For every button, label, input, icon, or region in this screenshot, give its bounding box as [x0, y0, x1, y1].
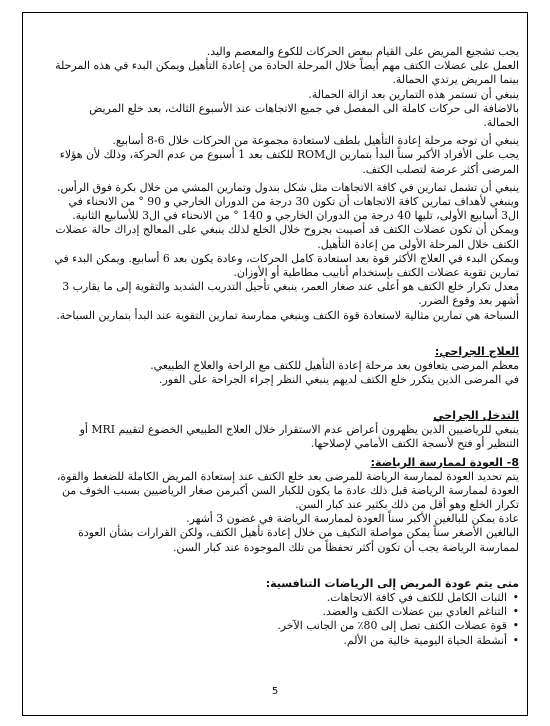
- list-item-text: الثبات الكامل للكتف في كافة الاتجاهات.: [326, 590, 507, 604]
- intervention-heading: التدخل الجراحي: [433, 409, 519, 423]
- criteria-list: [51, 591, 519, 648]
- list-item-text: قوة عضلات الكتف تصل إلى 80٪ من الجانب الآخر.: [277, 619, 507, 633]
- rehab-paragraph-6: يجب على الأفراد الأكبر سناً البدأ بتمارين الROM للكتف بعد 1 أسبوع من عدم الحركة، وذلك لأن هؤلاء المرضى أكثر عرضة لتصلب الكتف.: [59, 148, 519, 176]
- intervention-paragraph-1: ينبغي للرياضيين الذين يظهرون أعراض عدم الاستقرار خلال العلاج الطبيعي الخضوع لتقييم MRI أو التنظير أو فتح لأنسجة الكتف الأمامي لإصلاحها.: [79, 423, 519, 451]
- document-page: [22, 12, 528, 716]
- return-paragraph-1: يتم تحديد العودة لممارسة الرياضة للمرضى بعد خلع الكتف عند إستعادة المريض الكاملة للضغط والقوة، العودة لممارسة الرياضة قبل ذلك عادة ما يكون للكبار السن أكبرمن صغار الرياضيين بسبب الخوف من تكرار الخلع وهو أقل من ذلك بكثير عند كبار السن.: [56, 469, 519, 512]
- return-paragraph-2: عادة يمكن للبالغين الأكبر سناً العودة لممارسة الرياضة في غضون 3 أشهر.: [186, 512, 519, 526]
- rehab-paragraph-12: السباحة هي تمارين مثالية لاستعادة قوة الكتف وينبغي ممارسة تمارين التقوية عند البدأ بتمارين السباحة.: [56, 308, 519, 322]
- bullet-icon: •: [512, 619, 519, 633]
- rehab-paragraph-11: معدل تكرار خلع الكتف هو أعلى عند صغار العمر، ينبغي تأجيل التدريب الشديد والتقوية إلى ما يقارب 3 أشهر بعد وقوع الضرر.: [62, 280, 519, 308]
- intervention-section: [51, 409, 519, 451]
- rehab-paragraph-9: ويمكن أن تكون عضلات الكتف قد أصيبت بجروح خلال الخلع لذلك ينبغي على المعالج إدراك حالة عضلات الكتف خلال المرحلة الأولى من إعادة التأهيل.: [55, 223, 519, 251]
- bullet-icon: •: [512, 590, 519, 604]
- return-section: [51, 456, 519, 555]
- return-paragraph-3: البالغين الأصغر سناً يمكن مواصلة التكيف من خلال إعادة تأهيل الكتف، ولكن القرارات بشأن العودة لممارسة الرياضة يجب أن تكون أكثر تحفظاً من تلك الموجودة عند كبار السن.: [78, 526, 519, 554]
- surgical-paragraph-1: معظم المرضى يتعافون بعد مرحلة إعادة التأهيل للكتف مع الراحة والعلاج الطبيعي.: [150, 358, 519, 372]
- list-item: [51, 605, 519, 619]
- list-item: [51, 591, 519, 605]
- surgical-section: [51, 345, 519, 387]
- rehab-section: [51, 45, 519, 323]
- competitive-heading: متى يتم عودة المريض إلى الرياضات التنافسية:: [265, 576, 519, 590]
- surgical-heading: العلاج الجراحي:: [434, 344, 519, 358]
- bullet-icon: •: [512, 605, 519, 619]
- rehab-paragraph-10: ويمكن البدء في العلاج الأكثر قوة بعد استعادة كامل الحركات، وعادة يكون بعد 6 أسابيع. ويمكن البدء في تمارين تقوية عضلات الكتف بإستخدام أنابيب مطاطية أو الأوزان.: [54, 251, 519, 280]
- rehab-paragraph-7: ينبغي أن تشمل تمارين في كافة الاتجاهات مثل شكل بندول وتمارين المشي من خلال بكرة فوق الرأس.: [57, 180, 519, 194]
- list-item: [51, 634, 519, 648]
- rehab-paragraph-4: بالاضافة الى حركات كاملة الى المفصل في جميع الاتجاهات عند الأسبوع الثالث، بعد خلع المريض الحمالة.: [89, 101, 519, 130]
- return-heading: 8- العودة لممارسة الرياضة:: [370, 455, 519, 469]
- page-number: 5: [271, 686, 279, 697]
- surgical-paragraph-2: في المرضى الذين يتكرر خلع الكتف لديهم ينبغي النظر إجراء الجراحة على الفور.: [159, 373, 519, 387]
- competitive-section: [51, 577, 519, 648]
- rehab-paragraph-5: ينبغي أن توجه مرحلة إعادة التأهيل بلطف لاستعادة مجموعة من الحركات خلال 6-8 أسابيع.: [112, 134, 519, 148]
- list-item-text: التناغم العادي بين عضلات الكتف والعضد.: [322, 605, 507, 619]
- rehab-paragraph-8: وينبغي لأهداف تمارين كافة الاتجاهات أن تكون 30 درجة من الدوران الخارجي و 90 ° من الانحناء في ال3 أسابيع الأولى، تليها 40 درجة من الدوران الخارجي و 140 ° من الانحناء في ال3 للأسابيع الثانية.: [68, 195, 519, 223]
- rehab-paragraph-2: العمل على عضلات الكتف مهم أيضاً خلال المرحلة الحادة من إعادة التأهيل ويمكن البدء في هذه المرحلة بينما المريض يرتدي الحمالة.: [55, 59, 519, 87]
- bullet-icon: •: [512, 633, 519, 647]
- list-item-text: أنشطة الحياة اليومية خالية من الألم.: [343, 633, 507, 647]
- list-item: [51, 619, 519, 633]
- rehab-paragraph-1: يجب تشجيع المريض على القيام ببعض الحركات للكوع والمعصم واليد.: [206, 45, 519, 58]
- rehab-paragraph-3: ينبغي أن تستمر هذه التمارين بعد ازالة الحمالة.: [308, 87, 519, 101]
